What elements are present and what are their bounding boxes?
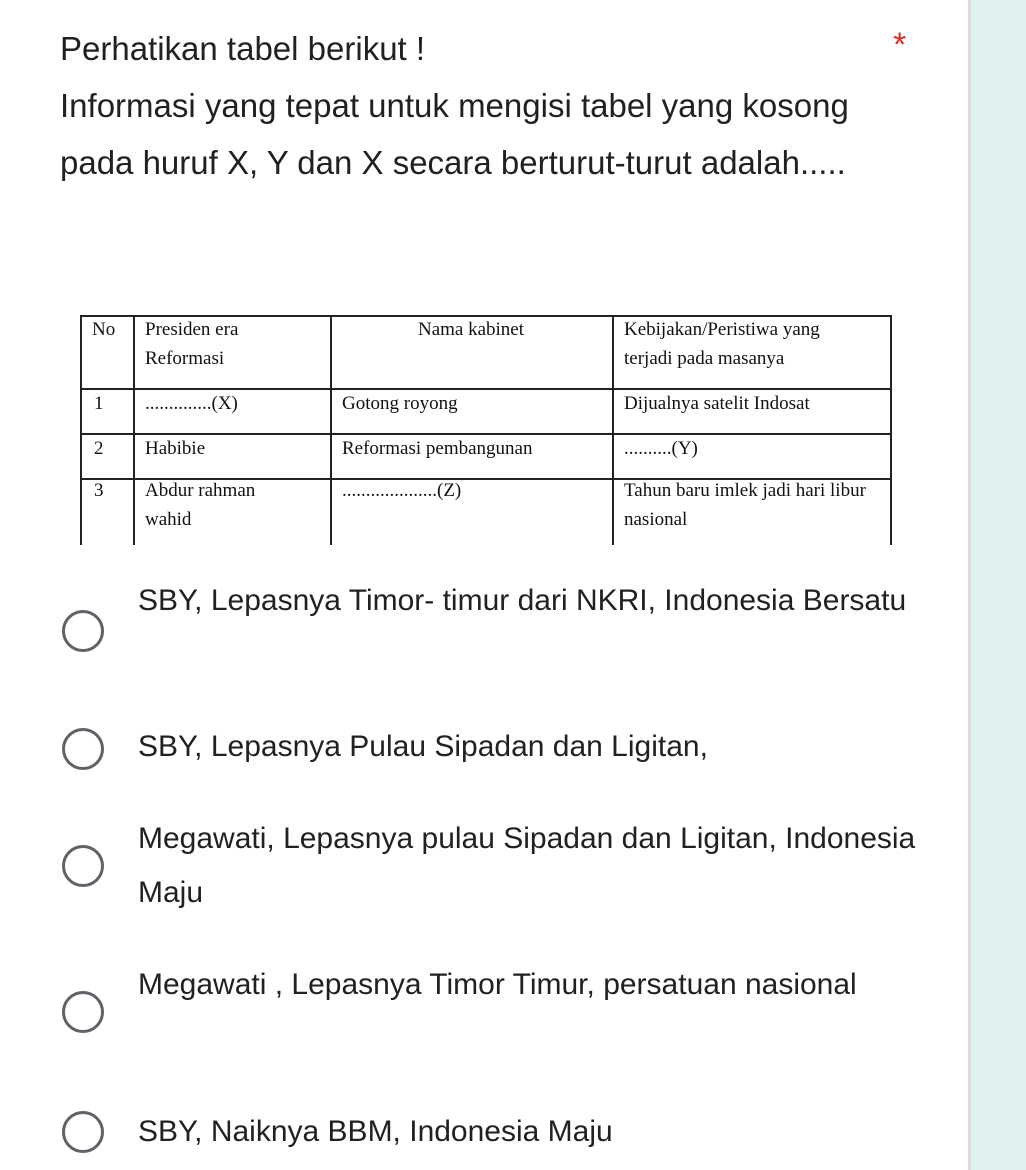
header-no: No [92,319,116,340]
option-label[interactable]: SBY, Lepasnya Pulau Sipadan dan Ligitan, [138,730,708,763]
table-cell: Dijualnya satelit Indosat [624,393,810,414]
radio-button[interactable] [62,728,104,770]
header-kabinet: Nama kabinet [417,319,525,340]
table-cell: Habibie [145,438,206,459]
table-cell: Reformasi pembangunan [342,438,533,459]
option-label[interactable]: Megawati , Lepasnya Timor Timur, persatuan nasional [138,968,857,1001]
radio-button[interactable] [62,991,104,1033]
radio-button[interactable] [62,610,104,652]
option-label[interactable]: SBY, Lepasnya Timor- timur dari NKRI, Indonesia Bersatu [138,584,907,617]
option-label[interactable]: SBY, Naiknya BBM, Indonesia Maju [138,1115,613,1148]
question-table-image [80,315,892,545]
table-cell: ..............(X) [145,393,238,414]
radio-button[interactable] [62,1111,104,1153]
table-cell: 3 [94,480,104,501]
table-cell: ..........(Y) [624,438,698,459]
table-cell: 2 [94,438,104,459]
table-cell: 1 [94,393,104,414]
option-label[interactable]: Megawati, Lepasnya pulau Sipadan dan Ligitan, Indonesia Maju [138,822,916,909]
header-presiden: Presiden era Reformasi [145,319,239,369]
question-body: Informasi yang tepat untuk mengisi tabel yang kosong pada huruf X, Y dan X secara berturut-turut adalah..... [60,87,849,181]
required-asterisk: * [893,26,907,64]
table-cell: Abdur rahman wahid [145,480,256,530]
radio-button[interactable] [62,845,104,887]
question-text [60,20,860,191]
table-cell: Gotong royong [342,393,458,414]
question-title: Perhatikan tabel berikut ! [60,30,426,67]
header-kebijakan: Kebijakan/Peristiwa yang terjadi pada masanya [624,319,820,369]
table-cell: Tahun baru imlek jadi hari libur nasional [624,480,866,530]
table-cell: ....................(Z) [342,480,462,501]
